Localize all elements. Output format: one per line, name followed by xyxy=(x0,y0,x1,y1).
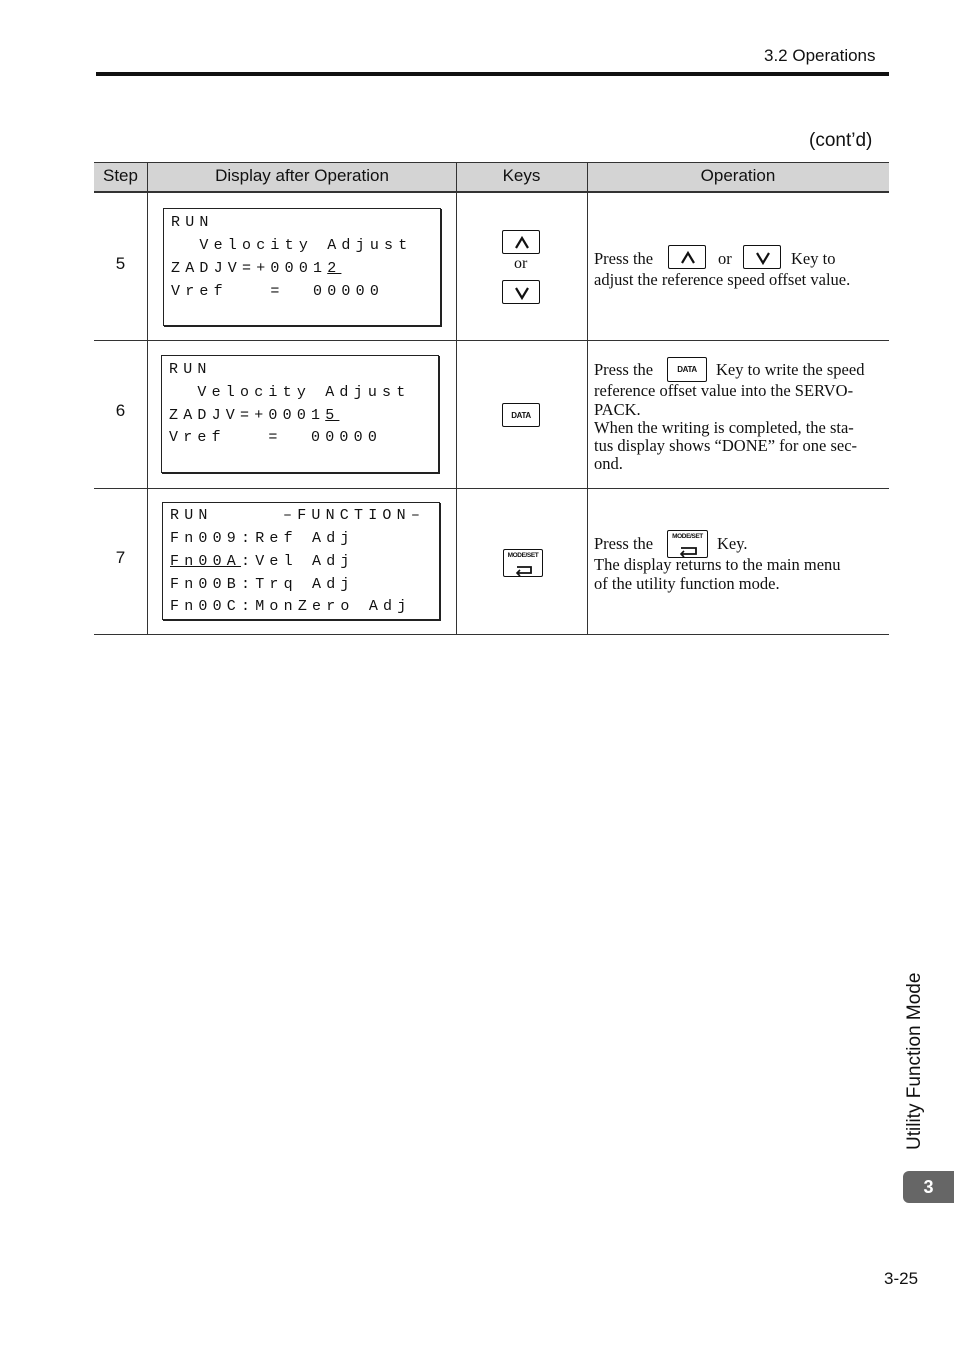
display-line: Velocity Adjust xyxy=(169,384,411,401)
continued-label: (cont’d) xyxy=(809,130,873,151)
operation-text: or xyxy=(718,249,732,268)
header-display: Display after Operation xyxy=(215,166,389,185)
operation-text: Press the xyxy=(594,249,654,268)
chapter-side-title: Utility Function Mode xyxy=(904,972,925,1150)
operation-text: of the utility function mode. xyxy=(594,574,780,593)
display-line: RUN xyxy=(171,214,214,231)
data-key-icon: DATA xyxy=(667,357,707,382)
operation-text: Key to xyxy=(791,249,836,268)
or-label: or xyxy=(514,255,528,272)
operation-text: Press the xyxy=(594,360,654,379)
mode-set-key-icon: MODE/SET xyxy=(503,549,543,577)
operation-text: PACK. xyxy=(594,400,641,419)
display-line: ZADJV=+00012 xyxy=(171,260,342,277)
up-arrow-key-icon xyxy=(502,230,540,254)
operation-table xyxy=(94,162,889,635)
step-number: 6 xyxy=(115,401,126,420)
selected-function: Fn00A xyxy=(170,553,242,570)
display-line: Velocity Adjust xyxy=(171,237,413,254)
column-divider xyxy=(147,162,148,635)
operation-text: ond. xyxy=(594,454,623,473)
display-line: –FUNCTION– xyxy=(283,507,426,524)
operation-text: When the writing is completed, the sta- xyxy=(594,418,854,437)
row-divider xyxy=(94,340,889,341)
operation-text: Key to write the speed xyxy=(716,360,865,379)
header-step: Step xyxy=(103,166,138,185)
display-line: Fn00A:Vel Adj xyxy=(170,553,355,570)
operation-text: tus display shows “DONE” for one sec- xyxy=(594,436,858,455)
display-line: RUN xyxy=(169,361,212,378)
data-key-icon: DATA xyxy=(502,403,540,427)
operation-text: adjust the reference speed offset value. xyxy=(594,270,851,289)
display-line: Vref = 00000 xyxy=(171,283,385,300)
display-line: RUN xyxy=(170,507,213,524)
down-arrow-key-icon xyxy=(502,280,540,304)
table-header xyxy=(94,162,889,193)
column-divider xyxy=(587,162,588,635)
panel-display xyxy=(161,355,439,473)
down-arrow-key-icon xyxy=(743,245,781,269)
display-line: ZADJV=+00015 xyxy=(169,407,340,424)
display-line: Fn00C:MonZero Adj xyxy=(170,598,412,615)
step-number: 7 xyxy=(115,548,126,567)
row-divider xyxy=(94,488,889,489)
display-line: Vref = 00000 xyxy=(169,429,383,446)
up-arrow-key-icon xyxy=(668,245,706,269)
panel-display xyxy=(162,502,440,620)
operation-text: Press the xyxy=(594,534,654,553)
display-line: Fn00B:Trq Adj xyxy=(170,576,355,593)
blinking-digit: 2 xyxy=(327,260,342,277)
chapter-tab: 3 xyxy=(903,1171,954,1203)
operation-text: reference offset value into the SERVO- xyxy=(594,381,854,400)
operation-text: Key. xyxy=(717,534,748,553)
header-keys: Keys xyxy=(502,166,541,185)
panel-display xyxy=(163,208,441,326)
page-number: 3-25 xyxy=(884,1269,919,1288)
mode-set-key-icon: MODE/SET xyxy=(667,530,708,558)
step-number: 5 xyxy=(115,254,126,273)
section-title: 3.2 Operations xyxy=(764,46,876,65)
column-divider xyxy=(456,162,457,635)
row-divider xyxy=(94,634,889,635)
header-rule xyxy=(96,72,889,76)
operation-text: The display returns to the main menu xyxy=(594,555,841,574)
display-line: Fn009:Ref Adj xyxy=(170,530,355,547)
blinking-digit: 5 xyxy=(325,407,340,424)
header-operation: Operation xyxy=(700,166,776,185)
